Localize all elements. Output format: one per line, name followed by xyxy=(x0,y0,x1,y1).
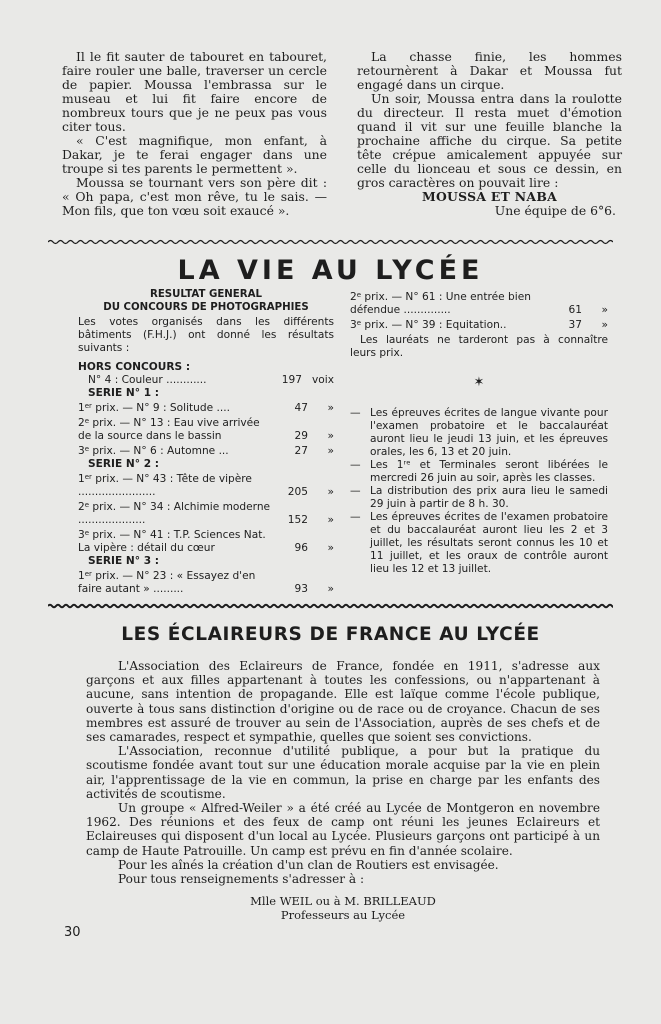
eclaireurs-paragraph: L'Association, reconnue d'utilité publique, a pour but la pratique du scoutisme fondée avant tout sur une éducation morale acquise par la vie en plein air, l'apprentissage de la vie en commun, la prise en charge par les enfants des activités de scoutisme. xyxy=(86,744,600,801)
prize-description: prix. — N° 34 : Alchimie moderne .................... xyxy=(78,501,271,526)
prize-rank: 1 xyxy=(78,570,85,582)
result-votes: 47 xyxy=(294,402,308,414)
result-votes: 197 xyxy=(281,374,302,386)
story-poster-title: MOUSSA ET NABA xyxy=(421,189,558,204)
eclaireurs-paragraph: Pour tous renseignements s'adresser à : xyxy=(118,872,365,887)
prize-description: prix. — N° 61 : Une entrée bien défendue .............. xyxy=(350,291,531,316)
result-votes: 93 xyxy=(294,583,308,595)
result-row xyxy=(78,415,334,443)
result-votes: 152 xyxy=(287,514,308,526)
prize-description: prix. — N° 39 : Equitation.. xyxy=(361,319,507,331)
story-left-column xyxy=(62,50,327,218)
result-unit: » xyxy=(601,319,608,331)
star-icon: ✶ xyxy=(473,375,485,390)
prize-rank-suffix: e xyxy=(356,319,362,327)
prize-rank-suffix: e xyxy=(84,417,90,425)
story-paragraph: La chasse finie, les hommes retournèrent à Dakar et Moussa fut engagé dans un cirque. xyxy=(357,49,622,92)
announcements-list xyxy=(350,407,608,576)
wavy-divider xyxy=(48,602,613,610)
serie-heading: SERIE N° 3 : xyxy=(88,555,160,567)
prize-rank: 2 xyxy=(350,291,357,303)
result-unit: » xyxy=(327,445,334,457)
wavy-divider-line xyxy=(48,238,613,246)
result-label xyxy=(350,289,548,317)
result-row xyxy=(350,289,608,317)
prize-rank: 2 xyxy=(78,417,85,429)
prize-rank-suffix: e xyxy=(84,501,90,509)
announcement-text: Les épreuves écrites de langue vivante pour l'examen probatoire et le baccalauréat auront lieu le jeudi 13 juin, et les épreuves orales, les 6, 13 et 20 juin. xyxy=(370,407,608,458)
announcement-text: La distribution des prix aura lieu le samedi 29 juin à partir de 8 h. 30. xyxy=(370,485,608,510)
contact-role: Professeurs au Lycée xyxy=(280,908,406,923)
prize-rank: 1 xyxy=(78,473,85,485)
result-row xyxy=(78,400,334,415)
serie-heading: SERIE N° 2 : xyxy=(88,458,160,470)
result-votes: 27 xyxy=(294,445,308,457)
serie-3-list xyxy=(78,568,334,596)
hors-concours-heading: HORS CONCOURS : xyxy=(78,361,191,373)
result-row xyxy=(78,471,334,499)
prize-rank: 2 xyxy=(78,501,85,513)
story-section xyxy=(62,50,622,218)
result-unit: » xyxy=(327,486,334,498)
serie-heading: SERIE N° 1 : xyxy=(88,387,160,399)
result-unit: » xyxy=(327,542,334,554)
prize-rank: 3 xyxy=(78,445,85,457)
serie-1-list xyxy=(78,400,334,458)
result-unit: » xyxy=(327,514,334,526)
result-unit: » xyxy=(327,430,334,442)
eclaireurs-section xyxy=(86,659,600,923)
story-author: Une équipe de 6°6. xyxy=(494,203,616,218)
prize-rank: 3 xyxy=(350,319,357,331)
prize-rank-suffix: er xyxy=(84,473,92,481)
result-label: N° 4 : Couleur ............ xyxy=(88,374,207,386)
result-votes: 29 xyxy=(294,430,308,442)
result-votes: 205 xyxy=(287,486,308,498)
result-label xyxy=(78,471,274,499)
announcement-text: Les 1ʳᵉ et Terminales seront libérées le mercredi 26 juin au soir, après les classes. xyxy=(370,459,608,484)
result-label xyxy=(78,527,274,555)
result-unit: » xyxy=(327,402,334,414)
prize-rank-suffix: er xyxy=(84,402,92,410)
eclaireurs-paragraph: L'Association des Eclaireurs de France, fondée en 1911, s'adresse aux garçons et aux filles appartenant à toutes les confessions, ou n'appartenant à aucune, sans intention de propagande. Elle est laïque comme l'école publique, ouverte à tous sans distinction d'origine ou de race ou de croyance. Chacun de ses membres est assuré de trouver au sein de l'Association, auprès de ses chefs et de ses camarades, respect et sympathie, quelles que soient ses convictions. xyxy=(86,659,600,745)
prize-rank-suffix: e xyxy=(84,529,90,537)
result-label xyxy=(78,499,274,527)
result-row xyxy=(78,499,334,527)
announcement-item: — Les 1ʳᵉ et Terminales seront libérées le mercredi 26 juin au soir, après les classes. xyxy=(350,459,608,484)
story-paragraph: Un soir, Moussa entra dans la roulotte du directeur. Il resta muet d'émotion quand il vit sur une feuille blanche la prochaine affiche du cirque. Sa petite tête crépue amicalement appuyée sur celle du lionceau et sous ce dessin, en gros caractères on pouvait lire : xyxy=(357,91,622,190)
prize-description: prix. — N° 23 : « Essayez d'en faire autant » ......... xyxy=(78,570,256,595)
result-label xyxy=(350,317,548,332)
prize-description: prix. — N° 41 : T.P. Sciences Nat. La vipère : détail du cœur xyxy=(78,529,266,554)
result-row xyxy=(78,374,334,387)
lycee-right-column xyxy=(350,289,608,596)
announcement-item: — Les épreuves écrites de langue vivante pour l'examen probatoire et le baccalauréat auront lieu le jeudi 13 juin, et les épreuves orales, les 6, 13 et 20 juin. xyxy=(350,407,608,458)
result-unit: » xyxy=(601,304,608,316)
section-title-lycee: LA VIE AU LYCÉE xyxy=(177,255,484,286)
result-row xyxy=(78,443,334,458)
result-unit: voix xyxy=(312,374,334,386)
section-title-eclaireurs: LES ÉCLAIREURS DE FRANCE AU LYCÉE xyxy=(121,624,540,645)
lycee-section xyxy=(78,289,608,596)
prize-rank-suffix: er xyxy=(84,570,92,578)
story-right-column xyxy=(357,50,622,218)
right-prize-list xyxy=(350,289,608,332)
result-row xyxy=(78,527,334,555)
announcement-item: — La distribution des prix aura lieu le samedi 29 juin à partir de 8 h. 30. xyxy=(350,485,608,510)
prize-rank: 3 xyxy=(78,529,85,541)
result-votes: 37 xyxy=(568,319,582,331)
contact-names: Mlle WEIL ou à M. BRILLEAUD xyxy=(250,894,436,909)
result-label xyxy=(78,568,274,596)
prize-description: prix. — N° 43 : Tête de vipère ....................... xyxy=(78,473,252,498)
prize-rank-suffix: e xyxy=(356,291,362,299)
laureats-note: Les lauréats ne tarderont pas à connaître leurs prix. xyxy=(350,334,608,359)
prize-rank: 1 xyxy=(78,402,85,414)
announcement-item: — Les épreuves écrites de l'examen probatoire et du baccalauréat auront lieu les 2 et 3 juillet, les résultats seront connus les 10 et 11 juillet, et les oraux de contrôle auront lieu les 12 et 13 juillet. xyxy=(350,511,608,575)
wavy-divider-line xyxy=(48,602,613,610)
result-label xyxy=(78,443,274,458)
page-number: 30 xyxy=(64,925,81,940)
prize-description: prix. — N° 13 : Eau vive arrivée de la source dans le bassin xyxy=(78,417,260,442)
result-label xyxy=(78,400,274,415)
story-paragraph: « C'est magnifique, mon enfant, à Dakar, je te ferai engager dans une troupe si tes parents le permettent ». xyxy=(62,133,327,176)
announcement-text: Les épreuves écrites de l'examen probatoire et du baccalauréat auront lieu les 2 et 3 juillet, les résultats seront connus les 10 et 11 juillet, et les oraux de contrôle auront lieu les 12 et 13 juillet. xyxy=(370,511,608,575)
results-intro: Les votes organisés dans les différents bâtiments (F.H.J.) ont donné les résultats suivants : xyxy=(78,316,334,354)
prize-description: prix. — N° 6 : Automne ... xyxy=(89,445,229,457)
result-votes: 61 xyxy=(568,304,582,316)
story-paragraph: Il le fit sauter de tabouret en tabouret, faire rouler une balle, traverser un cercle de papier. Moussa l'embrassa sur le museau et lui fit faire encore de nombreux tours que je ne peux pas vous citer tous. xyxy=(62,49,327,134)
eclaireurs-paragraph: Un groupe « Alfred-Weiler » a été créé au Lycée de Montgeron en novembre 1962. Des réunions et des feux de camp ont réuni les jeunes Eclaireurs et Eclaireuses qui disposent d'un local au Lycée. Plusieurs garçons ont participé à un camp de Haute Patrouille. Un camp est prévu en fin d'année scolaire. xyxy=(86,801,600,858)
serie-2-list xyxy=(78,471,334,555)
story-paragraph: Moussa se tournant vers son père dit : « Oh papa, c'est mon rêve, tu le sais. — Mon fils, que ton vœu soit exaucé ». xyxy=(62,175,327,218)
lycee-left-column xyxy=(78,289,334,596)
result-row xyxy=(350,317,608,332)
result-label xyxy=(78,415,274,443)
results-title: RESULTAT GENERAL xyxy=(150,289,262,300)
prize-rank-suffix: e xyxy=(84,445,90,453)
prize-description: prix. — N° 9 : Solitude .... xyxy=(91,402,230,414)
result-votes: 96 xyxy=(294,542,308,554)
result-row xyxy=(78,568,334,596)
results-subtitle: DU CONCOURS DE PHOTOGRAPHIES xyxy=(103,301,309,313)
wavy-divider xyxy=(48,238,613,246)
result-unit: » xyxy=(327,583,334,595)
eclaireurs-paragraph: Pour les aînés la création d'un clan de Routiers est envisagée. xyxy=(118,857,499,872)
